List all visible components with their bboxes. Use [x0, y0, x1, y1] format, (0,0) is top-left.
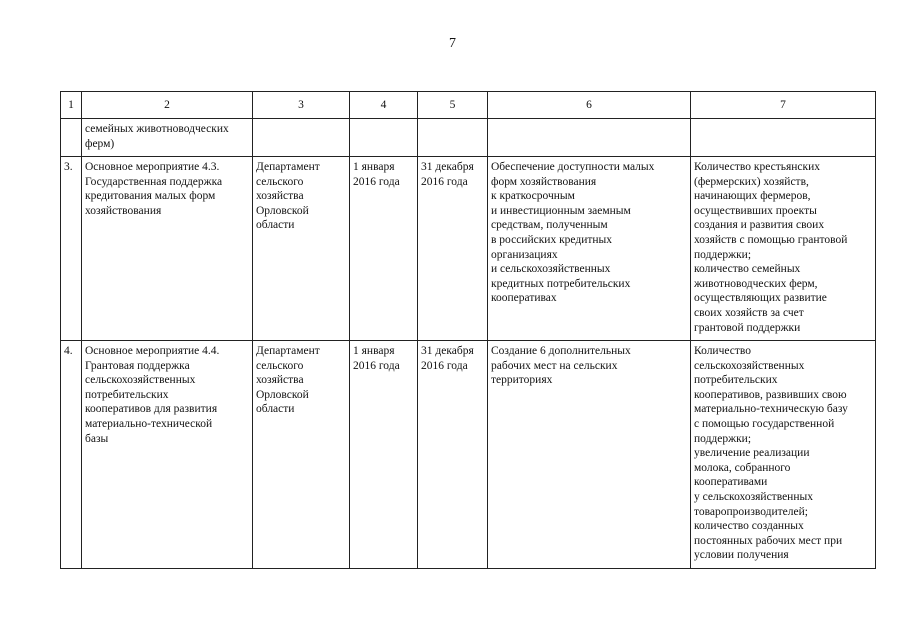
cell-measure: Основное мероприятие 4.3. Государственная поддержка кредитования малых форм хозяйствования	[82, 157, 253, 341]
table-row	[61, 157, 876, 341]
table-row-continuation	[61, 119, 876, 157]
cell-end: 31 декабря 2016 года	[418, 341, 488, 569]
cell-indicators: Количество сельскохозяйственных потребительских кооперативов, развивших свою материально-техническую базу с помощью государственной поддержки; увеличение реализации молока, собранного кооперативами у сельскохозяйственных товаропроизводителей; количество созданных постоянных рабочих мест при условии получения	[691, 341, 876, 569]
cell-indicators: Количество крестьянских (фермерских) хозяйств, начинающих фермеров, осуществивших проекты создания и развития своих хозяйств с помощью грантовой поддержки; количество семейных животноводческих ферм, осуществляющих развитие своих хозяйств за счет грантовой поддержки	[691, 157, 876, 341]
cell-executor: Департамент сельского хозяйства Орловской области	[253, 157, 350, 341]
cell-start	[350, 119, 418, 157]
header-row	[61, 92, 876, 119]
cell-executor	[253, 119, 350, 157]
col-header-7: 7	[691, 92, 876, 119]
cell-indicators	[691, 119, 876, 157]
col-header-4: 4	[350, 92, 418, 119]
cell-end: 31 декабря 2016 года	[418, 157, 488, 341]
cell-num: 4.	[61, 341, 82, 569]
col-header-3: 3	[253, 92, 350, 119]
col-header-1: 1	[61, 92, 82, 119]
cell-start: 1 января 2016 года	[350, 341, 418, 569]
cell-measure: семейных животноводческих ферм)	[82, 119, 253, 157]
table-row	[61, 341, 876, 569]
page-number: 7	[449, 36, 456, 51]
cell-num: 3.	[61, 157, 82, 341]
cell-measure: Основное мероприятие 4.4. Грантовая поддержка сельскохозяйственных потребительских кооперативов для развития материально-технической базы	[82, 341, 253, 569]
cell-num	[61, 119, 82, 157]
col-header-6: 6	[488, 92, 691, 119]
cell-result: Обеспечение доступности малых форм хозяйствования к краткосрочным и инвестиционным заемным средствам, полученным в российских кредитных организациях и сельскохозяйственных кредитных потребительских кооперативах	[488, 157, 691, 341]
col-header-2: 2	[82, 92, 253, 119]
cell-result	[488, 119, 691, 157]
col-header-5: 5	[418, 92, 488, 119]
measures-table	[60, 91, 876, 569]
cell-end	[418, 119, 488, 157]
cell-start: 1 января 2016 года	[350, 157, 418, 341]
cell-executor: Департамент сельского хозяйства Орловской области	[253, 341, 350, 569]
cell-result: Создание 6 дополнительных рабочих мест на сельских территориях	[488, 341, 691, 569]
